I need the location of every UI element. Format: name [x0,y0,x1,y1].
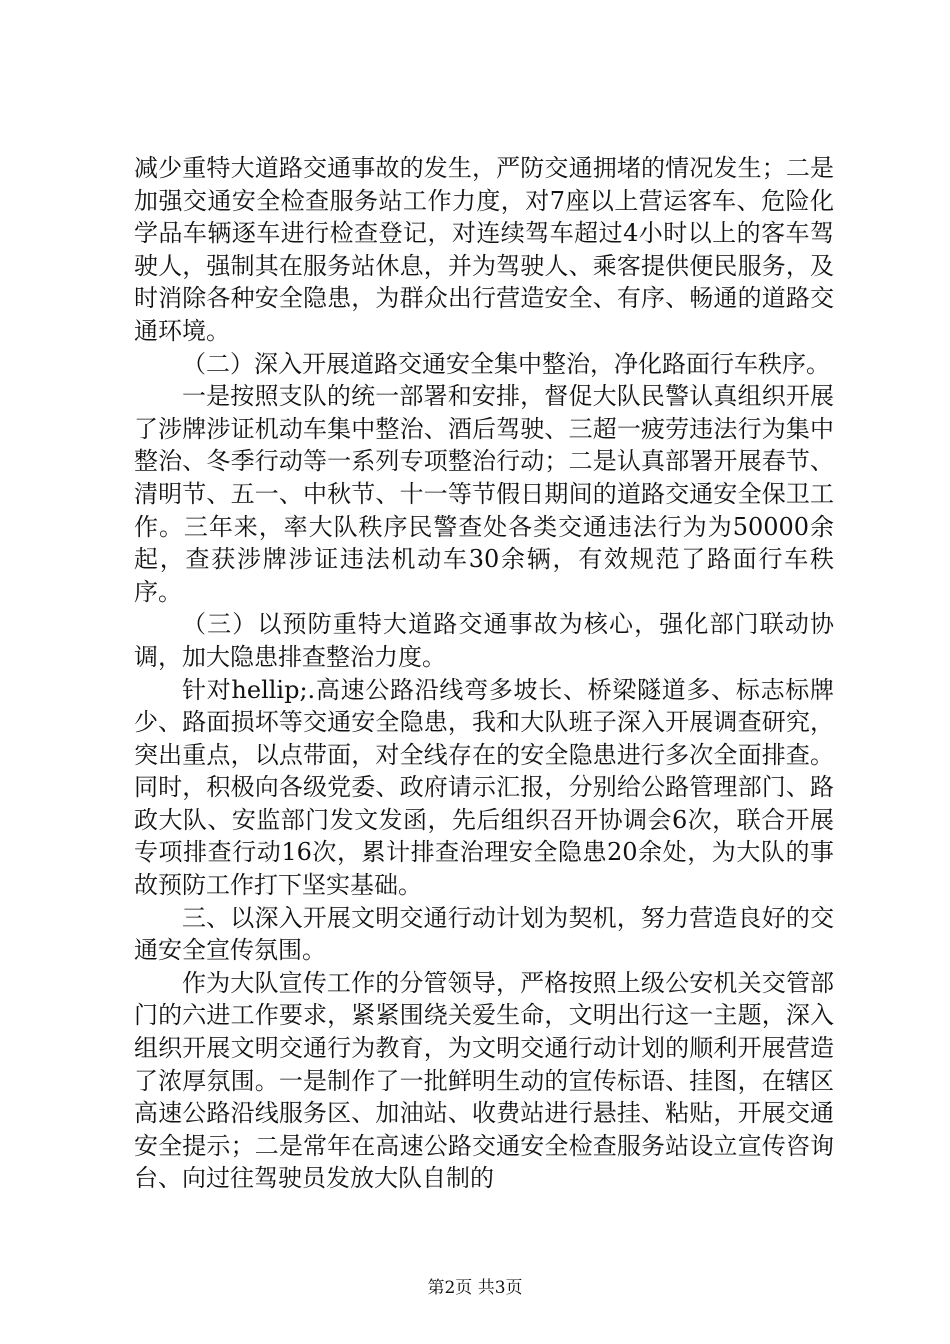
section-heading-2: （二）深入开展道路交通安全集中整治，净化路面行车秩序。 [182,349,830,378]
document-body [134,152,834,1195]
page-number-footer: 第2页 共3页 [427,1278,523,1298]
paragraph-hazard-inspection: 针对hellip;.高速公路沿线弯多坡长、桥梁隧道多、标志标牌少、路面损坏等交通安全隐患，我和大队班子深入开展调查研究，突出重点，以点带面，对全线存在的安全隐患进行多次全面排查。同时，积极向各级党委、政府请示汇报，分别给公路管理部门、路政大队、安监部门发文发函，先后组织召开协调会6次，联合开展专项排查行动16次，累计排查治理安全隐患20余处，为大队的事故预防工作打下坚实基础。 [134,675,834,900]
paragraph-publicity: 作为大队宣传工作的分管领导，严格按照上级公安机关交管部门的六进工作要求，紧紧围绕关爱生命，文明出行这一主题，深入组织开展文明交通行为教育，为文明交通行动计划的顺利开展营造了浓厚氛围。一是制作了一批鲜明生动的宣传标语、挂图，在辖区高速公路沿线服务区、加油站、收费站进行悬挂、粘贴，开展交通安全提示；二是常年在高速公路交通安全检查服务站设立宣传咨询台、向过往驾驶员发放大队自制的 [134,968,834,1193]
paragraph-continuation: 减少重特大道路交通事故的发生，严防交通拥堵的情况发生；二是加强交通安全检查服务站工作力度，对7座以上营运客车、危险化学品车辆逐车进行检查登记，对连续驾车超过4小时以上的客车驾驶人，强制其在服务站休息，并为驾驶人、乘客提供便民服务，及时消除各种安全隐患，为群众出行营造安全、有序、畅通的道路交通环境。 [134,154,834,345]
paragraph-rectification: 一是按照支队的统一部署和安排，督促大队民警认真组织开展了涉牌涉证机动车集中整治、酒后驾驶、三超一疲劳违法行为集中整治、冬季行动等一系列专项整治行动；二是认真部署开展春节、清明节、五一、中秋节、十一等节假日期间的道路交通安全保卫工作。三年来，率大队秩序民警查处各类交通违法行为为50000余起，查获涉牌涉证违法机动车30余辆，有效规范了路面行车秩序。 [134,382,834,606]
section-heading-3: （三）以预防重特大道路交通事故为核心，强化部门联动协调，加大隐患排查整治力度。 [134,610,834,671]
section-heading-three: 三、以深入开展文明交通行动计划为契机，努力营造良好的交通安全宣传氛围。 [134,903,834,965]
